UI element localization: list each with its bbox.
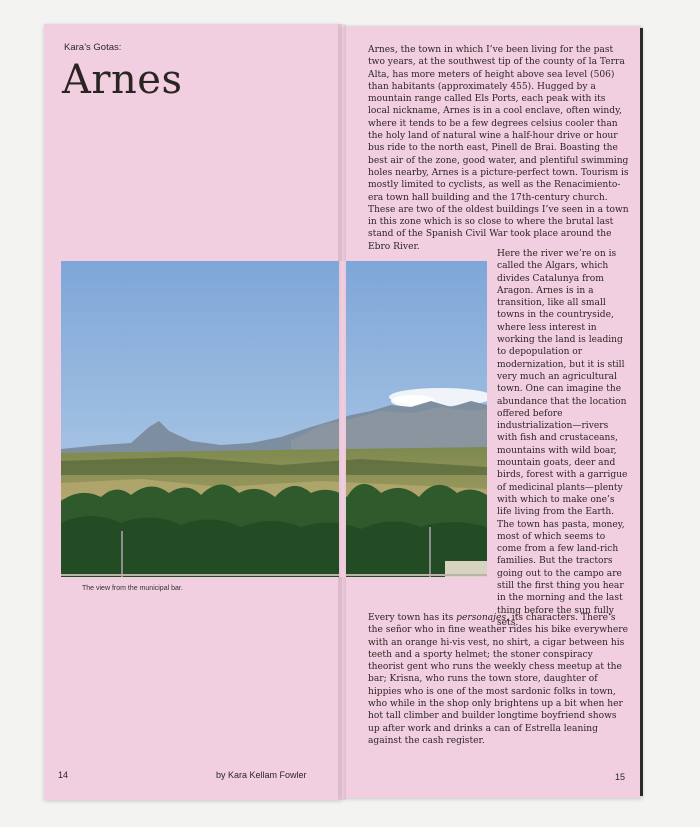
para3-end: , its characters. There’s the señor who in fine weather rides his bike everywhere with an orange hi-vis vest, no shirt, a cigar between his teeth and a sporty helmet; the stoner conspiracy theorist gent who runs the weekly chess meetup at the bar; Krisna, who runs the town store, daughter of hippies who is one of the most sardonic folks in town, who while in the shop only brightens up a bit when her hot tall climber and builder longtime boyfriend shows up after work and drinks a can of Estrella leaning against the cash register. xyxy=(368,613,628,746)
para3-italic: personajes xyxy=(456,613,506,623)
article-title: Arnes xyxy=(62,57,183,103)
photo-caption: The view from the municipal bar. xyxy=(82,585,183,592)
photo-gutter xyxy=(339,261,346,577)
byline: by Kara Kellam Fowler xyxy=(216,770,307,780)
body-paragraph-1: Arnes, the town in which I’ve been living for the past two years, at the southwest tip of the county of la Terra Alta, has more meters of height above sea level (506) than habitants (approximately 455). Hugged by a mountain range called Els Ports, each peak with its local nickname, Arnes is in a cool enclave, often windy, where it tends to be a few degrees celsius cooler than the holy land of natural wine a half-hour drive or hour bus ride to the north east, Pinell de Brai. Boasting the best air of the zone, good water, and plentiful swimming holes nearby, Arnes is a picture-perfect town. Tourism is mostly limited to cyclists, as well as the Renacimiento-era town hall building and the 17th-century church. These are two of the oldest buildings I’ve seen in a town in this zone which is so close to where the brutal last stand of the Spanish Civil War took place around the Ebro River. xyxy=(368,45,629,252)
page-number-right: 15 xyxy=(615,772,626,782)
street-lamp xyxy=(121,531,123,577)
body-paragraph-3 xyxy=(368,612,630,747)
landscape-photo xyxy=(61,261,487,577)
body-paragraph-2: Here the river we’re on is called the Algars, which divides Catalunya from Aragon. Arnes is in a transition, like all small towns in the countryside, where less interest in working the land is leading to depopulation or modernization, but it is still very much an agricultural town. One can imagine the abundance that the location offered before industrialization—rivers with fish and crustaceans, mountains with wild boar, mountain goats, deer and birds, forest with a garrigue of medicinal plants—plenty with which to make one’s life living from the Earth. The town has pasta, money, most of which seems to come from a few land-rich families. But the tractors going out to the campo are still the first thing you hear in the morning and the last thing before the sun fully sets. xyxy=(497,249,628,628)
page-edge-shadow xyxy=(640,28,643,796)
page-number-left: 14 xyxy=(58,770,69,780)
para3-start: Every town has its xyxy=(368,613,457,623)
column-kicker: Kara’s Gotas: xyxy=(64,42,122,53)
landscape-illustration xyxy=(61,261,487,577)
